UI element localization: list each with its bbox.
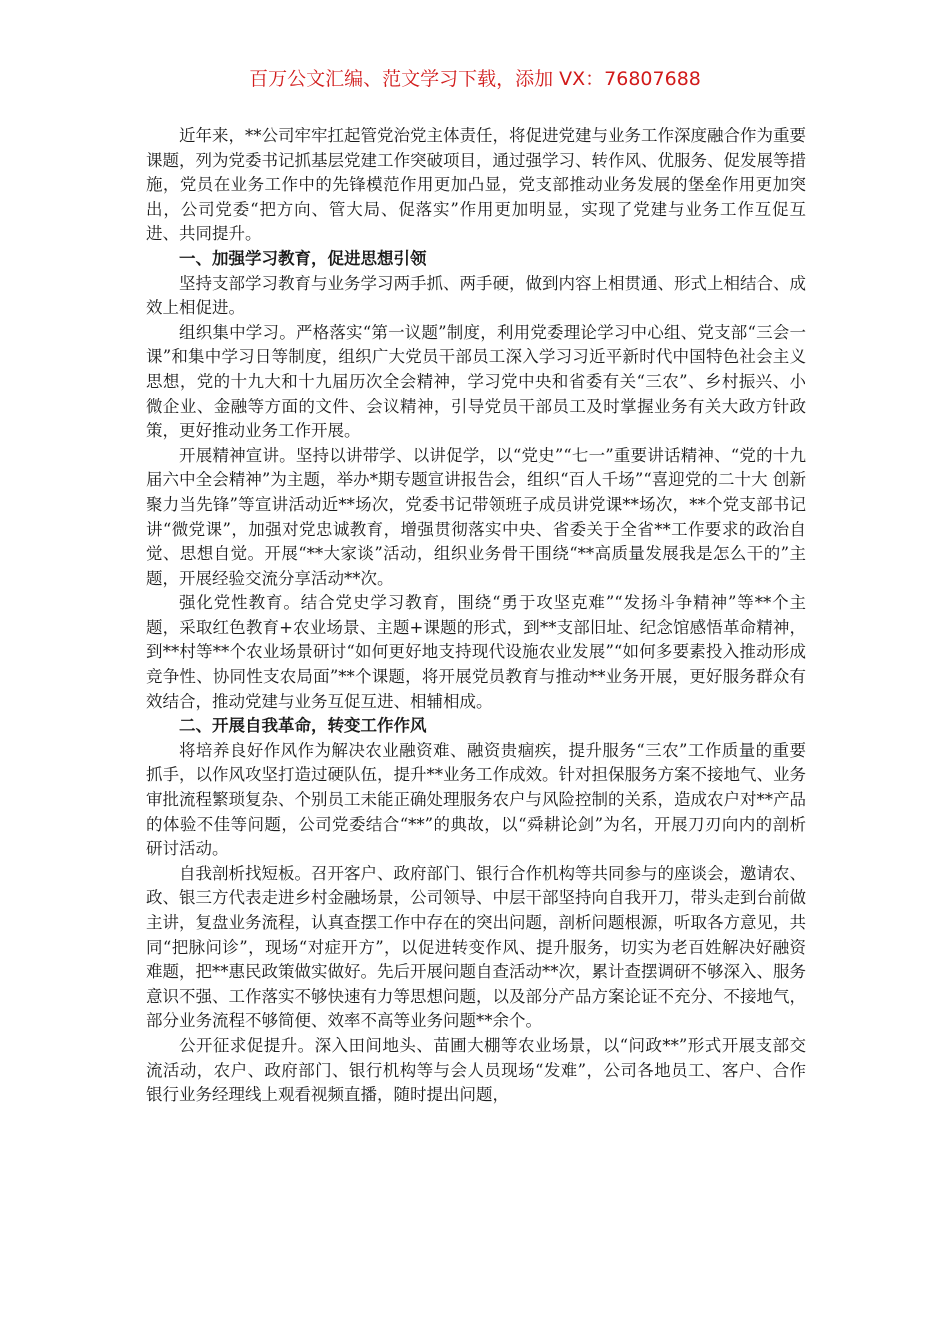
- section-heading-1: 一、加强学习教育，促进思想引领: [179, 248, 427, 268]
- paragraph: 组织集中学习。严格落实“第一议题”制度，利用党委理论学习中心组、党支部“三会一课”和集中学习日等制度，组织广大党员干部员工深入学习习近平新时代中国特色社会主义思想，党的十九大和十九届历次全会精神，学习党中央和省委有关“三农”、乡村振兴、小微企业、金融等方面的文件、会议精神，引导党员干部员工及时掌握业务有关大政方针政策，更好推动业务工作开展。: [146, 322, 806, 441]
- section-heading-2: 二、开展自我革命，转变工作作风: [179, 716, 427, 736]
- paragraph: 将培养良好作风作为解决农业融资难、融资贵痼疾，提升服务“三农”工作质量的重要抓手，以作风攻坚打造过硬队伍，提升**业务工作成效。针对担保服务方案不接地气、业务审批流程繁琐复杂、个别员工未能正确处理服务农户与风险控制的关系，造成农户对**产品的体验不佳等问题，公司党委结合“**”的典故，以“舜耕论剑”为名，开展刀刃向内的剖析研讨活动。: [146, 740, 806, 859]
- watermark-banner: 百万公文汇编、范文学习下载，添加 VX：76807688: [249, 68, 701, 90]
- paragraph: 坚持支部学习教育与业务学习两手抓、两手硬，做到内容上相贯通、形式上相结合、成效上相促进。: [146, 273, 806, 318]
- paragraph: 自我剖析找短板。召开客户、政府部门、银行合作机构等共同参与的座谈会，邀请农、政、银三方代表走进乡村金融场景，公司领导、中层干部坚持向自我开刀，带头走到台前做主讲，复盘业务流程，认真查摆工作中存在的突出问题，剖析问题根源，听取各方意见，共同“把脉问诊”，现场“对症开方”，以促进转变作风、提升服务，切实为老百姓解决好融资难题，把**惠民政策做实做好。先后开展问题自查活动**次，累计查摆调研不够深入、服务意识不强、工作落实不够快速有力等思想问题，以及部分产品方案论证不充分、不接地气，部分业务流程不够简便、效率不高等业务问题**余个。: [146, 863, 806, 1031]
- intro-paragraph: 近年来，**公司牢牢扛起管党治党主体责任，将促进党建与业务工作深度融合作为重要课题，列为党委书记抓基层党建工作突破项目，通过强学习、转作风、优服务、促发展等措施，党员在业务工作中的先锋模范作用更加凸显，党支部推动业务发展的堡垒作用更加突出，公司党委“把方向、管大局、促落实”作用更加明显，实现了党建与业务工作互促互进、共同提升。: [146, 126, 806, 244]
- paragraph: 开展精神宣讲。坚持以讲带学、以讲促学，以“党史”“七一”重要讲话精神、“党的十九届六中全会精神”为主题，举办*期专题宣讲报告会，组织“百人千场”“喜迎党的二十大 创新聚力当先锋”等宣讲活动近**场次，党委书记带领班子成员讲党课**场次，**个党支部书记讲“微党课”，加强对党忠诚教育，增强贯彻落实中央、省委关于全省**工作要求的政治自觉、思想自觉。开展“**大家谈”活动，组织业务骨干围绕“**高质量发展我是怎么干的”主题，开展经验交流分享活动**次。: [146, 445, 806, 588]
- document-body: [146, 124, 806, 1108]
- paragraph: 强化党性教育。结合党史学习教育，围绕“勇于攻坚克难”“发扬斗争精神”等**个主题，采取红色教育+农业场景、主题+课题的形式，到**支部旧址、纪念馆感悟革命精神，到**村等**个农业场景研讨“如何更好地支持现代设施农业发展”“如何多要素投入推动形成竞争性、协同性支农局面”**个课题，将开展党员教育与推动**业务开展，更好服务群众有效结合，推动党建与业务互促互进、相辅相成。: [146, 593, 806, 711]
- paragraph: 公开征求促提升。深入田间地头、苗圃大棚等农业场景，以“问政**”形式开展支部交流活动，农户、政府部门、银行机构等与会人员现场“发难”，公司各地员工、客户、合作银行业务经理线上观看视频直播，随时提出问题，: [146, 1035, 806, 1105]
